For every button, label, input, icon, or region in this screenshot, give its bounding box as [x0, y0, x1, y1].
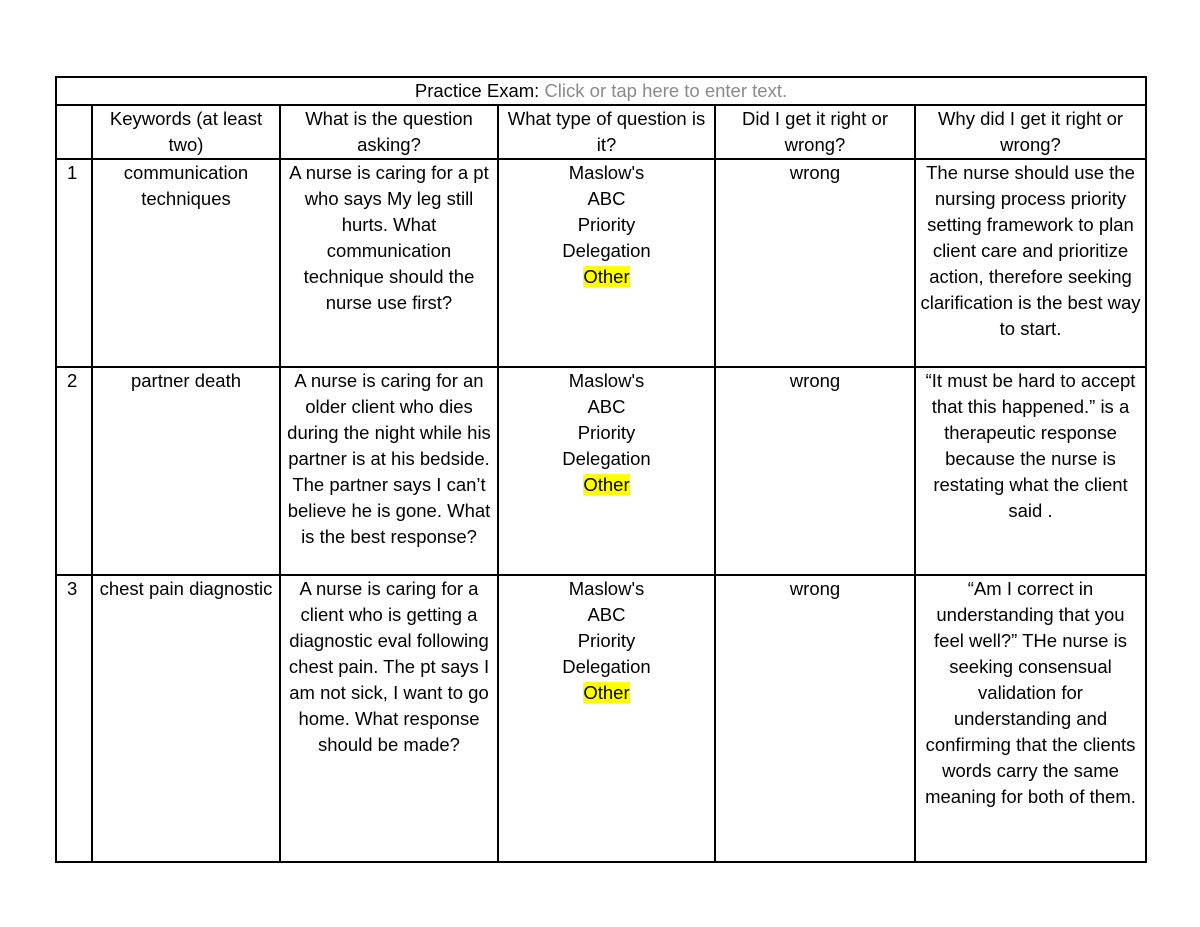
keywords-cell: partner death	[92, 367, 280, 575]
header-number	[56, 105, 92, 159]
result-cell: wrong	[715, 159, 915, 367]
keywords-cell: communication techniques	[92, 159, 280, 367]
table-row	[56, 159, 1146, 367]
question-type-cell	[498, 367, 715, 575]
title-row	[56, 77, 1146, 105]
type-delegation: Delegation	[562, 656, 651, 677]
type-other-highlighted: Other	[583, 474, 630, 495]
row-number: 1	[56, 159, 92, 367]
type-maslows: Maslow's	[568, 578, 645, 599]
header-row	[56, 105, 1146, 159]
reason-cell: The nurse should use the nursing process priority setting framework to plan client care and prioritize action, therefore seeking clarification is the best way to start.	[915, 159, 1146, 367]
type-abc: ABC	[587, 396, 626, 417]
practice-exam-table	[55, 76, 1147, 863]
title-cell	[56, 77, 1146, 105]
type-maslows: Maslow's	[568, 370, 645, 391]
type-priority: Priority	[577, 422, 636, 443]
table-row	[56, 367, 1146, 575]
type-priority: Priority	[577, 214, 636, 235]
practice-exam-input[interactable]: Click or tap here to enter text.	[544, 80, 788, 101]
result-cell: wrong	[715, 575, 915, 862]
keywords-cell: chest pain diagnostic	[92, 575, 280, 862]
type-priority: Priority	[577, 630, 636, 651]
reason-cell: “It must be hard to accept that this happened.” is a therapeutic response because the nurse is restating what the client said .	[915, 367, 1146, 575]
table-row	[56, 575, 1146, 862]
header-type: What type of question is it?	[498, 105, 715, 159]
type-delegation: Delegation	[562, 240, 651, 261]
question-type-cell	[498, 575, 715, 862]
result-cell: wrong	[715, 367, 915, 575]
practice-exam-label: Practice Exam:	[414, 80, 540, 101]
type-abc: ABC	[587, 188, 626, 209]
type-other-highlighted: Other	[583, 266, 630, 287]
header-keywords: Keywords (at least two)	[92, 105, 280, 159]
question-cell: A nurse is caring for a pt who says My leg still hurts. What communication technique should the nurse use first?	[280, 159, 498, 367]
type-maslows: Maslow's	[568, 162, 645, 183]
header-question: What is the question asking?	[280, 105, 498, 159]
row-number: 2	[56, 367, 92, 575]
row-number: 3	[56, 575, 92, 862]
question-type-cell	[498, 159, 715, 367]
question-cell: A nurse is caring for an older client who dies during the night while his partner is at his bedside. The partner says I can’t believe he is gone. What is the best response?	[280, 367, 498, 575]
type-other-highlighted: Other	[583, 682, 630, 703]
header-result: Did I get it right or wrong?	[715, 105, 915, 159]
type-delegation: Delegation	[562, 448, 651, 469]
type-abc: ABC	[587, 604, 626, 625]
question-cell: A nurse is caring for a client who is getting a diagnostic eval following chest pain. The pt says I am not sick, I want to go home. What response should be made?	[280, 575, 498, 862]
reason-cell: “Am I correct in understanding that you feel well?” THe nurse is seeking consensual validation for understanding and confirming that the clients words carry the same meaning for both of them.	[915, 575, 1146, 862]
header-reason: Why did I get it right or wrong?	[915, 105, 1146, 159]
